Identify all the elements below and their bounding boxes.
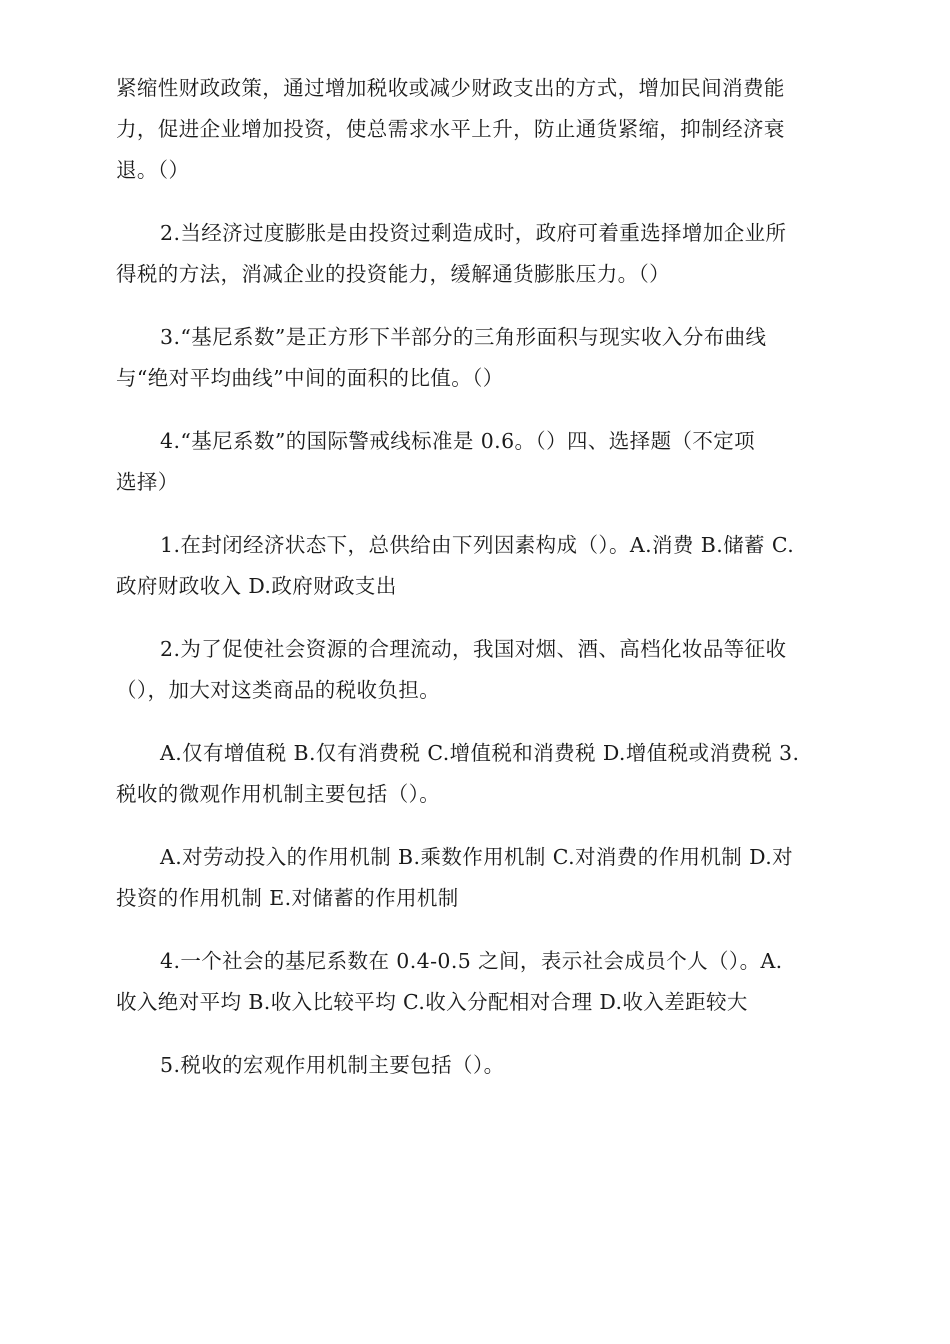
text-line: A.对劳动投入的作用机制 B.乘数作用机制 C.对消费的作用机制 D.对 [160,845,794,869]
text-line: 4.“基尼系数”的国际警戒线标准是 0.6。（）四、选择题（不定项 [160,429,756,453]
paragraph-choice-question-4 [116,941,842,1023]
text-line: 紧缩性财政政策，通过增加税收或减少财政支出的方式，增加民间消费能 [116,76,785,100]
text-line: A.仅有增值税 B.仅有消费税 C.增值税和消费税 D.增值税或消费税 3. [160,741,800,765]
text-line: 1.在封闭经济状态下，总供给由下列因素构成（）。A.消费 B.储蓄 C. [160,533,795,557]
text-line: 选择） [116,470,179,494]
text-line: 退。（） [116,158,190,182]
paragraph-statement-1-continued [116,68,842,191]
text-line: 力，促进企业增加投资，使总需求水平上升，防止通货紧缩，抑制经济衰 [116,117,785,141]
text-line: 投资的作用机制 E.对储蓄的作用机制 [116,886,459,910]
text-line: 2.为了促使社会资源的合理流动，我国对烟、酒、高档化妆品等征收 [160,637,787,661]
paragraph-judgement-4-and-section-heading [116,421,842,503]
text-line: （），加大对这类商品的税收负担。 [116,678,441,702]
text-line: 税收的微观作用机制主要包括（）。 [116,782,441,806]
text-line: 收入绝对平均 B.收入比较平均 C.收入分配相对合理 D.收入差距较大 [116,990,748,1014]
text-line: 2.当经济过度膨胀是由投资过剩造成时，政府可着重选择增加企业所 [160,221,787,245]
text-line: 与“绝对平均曲线”中间的面积的比值。（） [116,366,504,390]
paragraph-judgement-2 [116,213,842,295]
text-line: 5.税收的宏观作用机制主要包括（）。 [160,1053,505,1077]
document-body [116,68,842,1108]
paragraph-choice-options-3 [116,837,842,919]
paragraph-judgement-3 [116,317,842,399]
text-line: 得税的方法，消减企业的投资能力，缓解通货膨胀压力。（） [116,262,671,286]
text-line: 政府财政收入 D.政府财政支出 [116,574,397,598]
text-line: 3.“基尼系数”是正方形下半部分的三角形面积与现实收入分布曲线 [160,325,767,349]
paragraph-choice-question-1 [116,525,842,607]
paragraph-choice-question-5 [116,1045,842,1086]
paragraph-choice-options-2-and-question-3 [116,733,842,815]
paragraph-choice-question-2 [116,629,842,711]
text-line: 4.一个社会的基尼系数在 0.4-0.5 之间，表示社会成员个人（）。A. [160,949,783,973]
